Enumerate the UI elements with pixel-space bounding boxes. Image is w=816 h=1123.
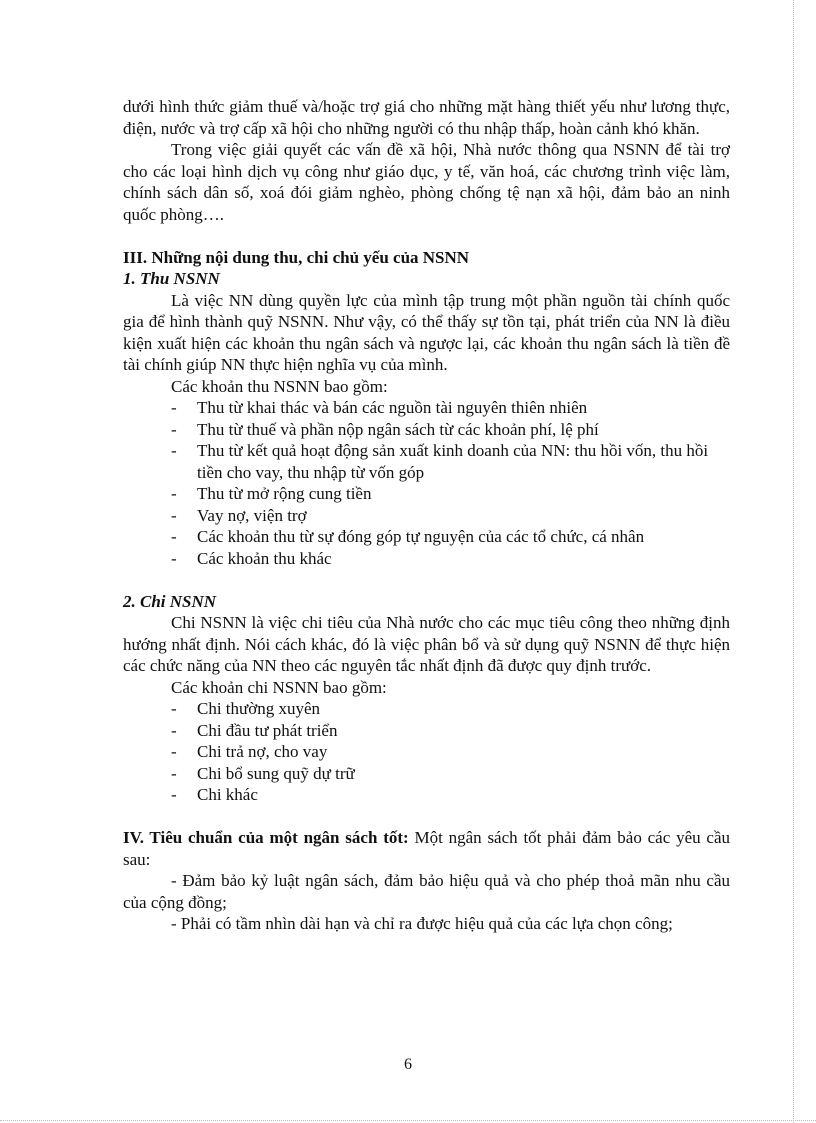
list-item: - Thu từ khai thác và bán các nguồn tài nguyên thiên nhiên: [171, 398, 588, 417]
section-4-item-1: - Đảm bảo kỷ luật ngân sách, đảm bảo hiệu quả và cho phép thoả mãn nhu cầu của cộng đồng;: [123, 871, 730, 912]
thu-nsnn-paragraph: Là việc NN dùng quyền lực của mình tập trung một phần nguồn tài chính quốc gia để hình thành quỹ NSNN. Như vậy, có thể thấy sự tồn tại, phát triển của NN là điều kiện xuất hiện các khoản thu ngân sách và ngược lại, các khoản thu ngân sách là tiền đề tài chính giúp NN thực hiện nghĩa vụ của mình.: [123, 290, 730, 374]
dash-bullet: -: [171, 548, 177, 568]
list-item: - Chi bổ sung quỹ dự trữ: [171, 763, 355, 783]
intro-paragraph-1: dưới hình thức giảm thuế và/hoặc trợ giá cho những mặt hàng thiết yếu như lương thực, điện, nước và trợ cấp xã hội cho những người có thu nhập thấp, hoàn cảnh khó khăn.: [123, 97, 730, 138]
dash-bullet: -: [171, 742, 177, 761]
thu-nsnn-heading: 1. Thu NSNN: [123, 269, 220, 288]
spacer: [123, 806, 730, 828]
dash-bullet: -: [171, 785, 177, 804]
dash-bullet: -: [171, 484, 177, 503]
chi-nsnn-heading: 2. Chi NSNN: [123, 591, 217, 611]
list-item: - Thu từ kết quả hoạt động sản xuất kinh doanh của NN: thu hồi vốn, thu hồi tiền cho vay, thu nhập từ vốn góp: [171, 441, 709, 482]
list-item: - Chi thường xuyên: [171, 699, 321, 718]
dash-bullet: -: [171, 441, 177, 460]
chi-nsnn-paragraph: Chi NSNN là việc chi tiêu của Nhà nước cho các mục tiêu công theo những định hướng nhất định. Nói cách khác, đó là việc phân bổ và sử dụng quỹ NSNN để thực hiện các chức năng của NN theo các nguyên tắc nhất định đã được quy định trước.: [123, 613, 730, 675]
page-number: 6: [404, 1056, 412, 1073]
intro-paragraph-2: Trong việc giải quyết các vấn đề xã hội, Nhà nước thông qua NSNN để tài trợ cho các loại hình dịch vụ công như giáo dục, y tế, văn hoá, các chương trình việc làm, chính sách dân số, xoá đói giảm nghèo, phòng chống tệ nạn xã hội, đảm bảo an ninh quốc phòng….: [123, 140, 730, 224]
spacer: [123, 225, 730, 247]
document-page: [123, 96, 730, 935]
dash-bullet: -: [171, 720, 177, 740]
list-item: - Thu từ thuế và phần nộp ngân sách từ các khoản phí, lệ phí: [171, 419, 599, 439]
section-3-heading: III. Những nội dung thu, chi chủ yếu của NSNN: [123, 247, 470, 267]
dash-bullet: -: [171, 398, 177, 417]
dash-bullet: -: [171, 699, 177, 718]
list-item: - Chi khác: [171, 785, 258, 804]
dash-bullet: -: [171, 505, 177, 525]
list-item: - Chi đầu tư phát triển: [171, 720, 338, 740]
page-edge-right: [793, 0, 794, 1123]
list-item: - Chi trả nợ, cho vay: [171, 742, 328, 761]
page-edge-bottom: [0, 1120, 816, 1121]
list-item: - Các khoản thu từ sự đóng góp tự nguyện của các tổ chức, cá nhân: [171, 527, 645, 546]
dash-bullet: -: [171, 527, 177, 546]
thu-list: [123, 397, 730, 569]
section-4-paragraph: [123, 827, 730, 870]
chi-list: [123, 698, 730, 806]
list-item: - Các khoản thu khác: [171, 548, 332, 568]
chi-list-intro: Các khoản chi NSNN bao gồm:: [171, 677, 387, 697]
section-4-heading: IV. Tiêu chuẩn của một ngân sách tốt:: [123, 828, 409, 847]
dash-bullet: -: [171, 419, 177, 439]
thu-list-intro: Các khoản thu NSNN bao gồm:: [171, 376, 388, 396]
section-4-item-2: - Phải có tầm nhìn dài hạn và chỉ ra được hiệu quả của các lựa chọn công;: [171, 914, 673, 933]
dash-bullet: -: [171, 763, 177, 783]
spacer: [123, 569, 730, 591]
list-item: - Thu từ mở rộng cung tiền: [171, 484, 372, 503]
section-4-lead: Một ngân sách tốt phải đảm bảo các yêu cầu sau:: [123, 828, 730, 869]
list-item: - Vay nợ, viện trợ: [171, 505, 307, 525]
